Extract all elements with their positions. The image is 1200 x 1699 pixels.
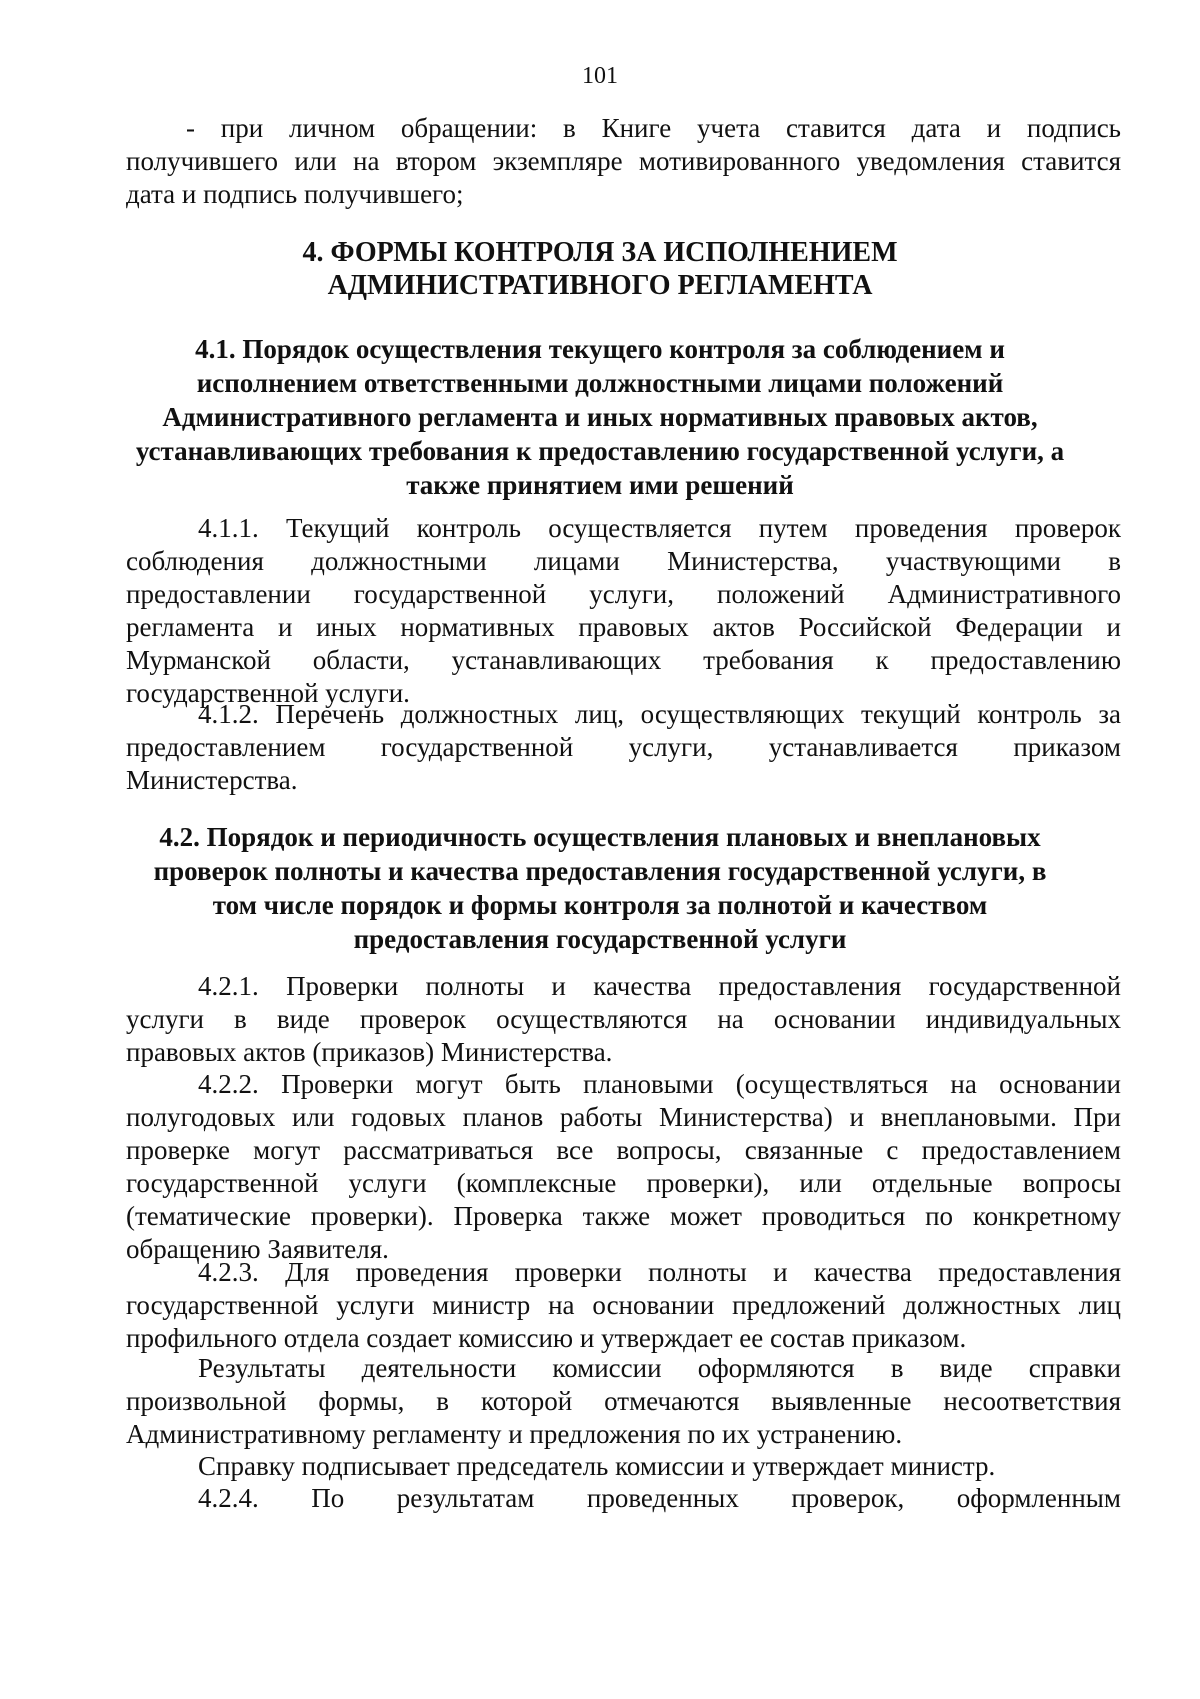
paragraph-4-2-3 <box>126 1256 1121 1355</box>
text-line: государственной услуги министр на основании предложений должностных лиц <box>126 1290 1121 1320</box>
heading-line: АДМИНИСТРАТИВНОГО РЕГЛАМЕНТА <box>327 270 873 301</box>
text-line: государственной услуги. <box>126 678 410 708</box>
heading-line: 4.2. Порядок и периодичность осуществления плановых и внеплановых <box>159 822 1041 852</box>
heading-line: 4.1. Порядок осуществления текущего контроля за соблюдением и <box>195 334 1005 364</box>
text-line: произвольной формы, в которой отмечаются выявленные несоответствия <box>126 1386 1121 1416</box>
text-line: соблюдения должностными лицами Министерства, участвующими в <box>126 546 1121 576</box>
subsection-heading-4-1 <box>0 332 1200 502</box>
text-line: 4.2.2. Проверки могут быть плановыми (осуществляться на основании <box>198 1069 1121 1099</box>
heading-line: предоставления государственной услуги <box>353 924 847 954</box>
text-line: Результаты деятельности комиссии оформляются в виде справки <box>198 1353 1121 1383</box>
text-line: Административному регламенту и предложения по их устранению. <box>126 1419 903 1449</box>
heading-line: том числе порядок и формы контроля за полнотой и качеством <box>212 890 988 920</box>
text-line: правовых актов (приказов) Министерства. <box>126 1037 613 1067</box>
text-line: Министерства. <box>126 765 298 795</box>
intro-paragraph <box>126 112 1121 211</box>
heading-line: устанавливающих требования к предоставлению государственной услуги, а <box>135 436 1065 466</box>
text-line: проверке могут рассматриваться все вопросы, связанные с предоставлением <box>126 1135 1121 1165</box>
paragraph-4-1-2 <box>126 698 1121 797</box>
text-line: 4.2.1. Проверки полноты и качества предоставления государственной <box>198 971 1121 1001</box>
text-line: услуги в виде проверок осуществляются на основании индивидуальных <box>126 1004 1121 1034</box>
text-line: 4.1.2. Перечень должностных лиц, осуществляющих текущий контроль за <box>198 699 1121 729</box>
text-line: предоставлением государственной услуги, устанавливается приказом <box>126 732 1121 762</box>
subsection-heading-4-2 <box>0 820 1200 956</box>
page-number: 101 <box>582 63 618 89</box>
text-line: Мурманской области, устанавливающих требования к предоставлению <box>126 645 1121 675</box>
paragraph-4-2-2 <box>126 1068 1121 1266</box>
section-heading <box>0 236 1200 302</box>
text-line: - при личном обращении: в Книге учета ставится дата и подпись <box>186 113 1121 143</box>
text-line: полугодовых или годовых планов работы Министерства) и внеплановыми. При <box>126 1102 1121 1132</box>
heading-line: Административного регламента и иных нормативных правовых актов, <box>162 402 1038 432</box>
text-line: получившего или на втором экземпляре мотивированного уведомления ставится <box>126 146 1121 176</box>
text-line: 4.2.4. По результатам проведенных проверок, оформленным <box>198 1483 1121 1513</box>
paragraph-4-1-1 <box>126 512 1121 710</box>
heading-line: 4. ФОРМЫ КОНТРОЛЯ ЗА ИСПОЛНЕНИЕМ <box>302 237 898 268</box>
text-line: Справку подписывает председатель комиссии и утверждает министр. <box>198 1451 996 1481</box>
text-line: дата и подпись получившего; <box>126 179 464 209</box>
heading-line: исполнением ответственными должностными лицами положений <box>196 368 1004 398</box>
text-line: предоставлении государственной услуги, положений Административного <box>126 579 1121 609</box>
text-line: (тематические проверки). Проверка также может проводиться по конкретному <box>126 1201 1121 1231</box>
paragraph-results <box>126 1352 1121 1451</box>
paragraph-signature <box>126 1450 1121 1483</box>
text-line: 4.2.3. Для проведения проверки полноты и качества предоставления <box>198 1257 1121 1287</box>
heading-line: также принятием ими решений <box>406 470 794 500</box>
paragraph-4-2-4 <box>126 1482 1121 1515</box>
text-line: профильного отдела создает комиссию и утверждает ее состав приказом. <box>126 1323 967 1353</box>
text-line: обращению Заявителя. <box>126 1234 389 1264</box>
text-line: 4.1.1. Текущий контроль осуществляется путем проведения проверок <box>198 513 1121 543</box>
text-line: государственной услуги (комплексные проверки), или отдельные вопросы <box>126 1168 1121 1198</box>
paragraph-4-2-1 <box>126 970 1121 1069</box>
heading-line: проверок полноты и качества предоставления государственной услуги, в <box>153 856 1047 886</box>
text-line: регламента и иных нормативных правовых актов Российской Федерации и <box>126 612 1121 642</box>
